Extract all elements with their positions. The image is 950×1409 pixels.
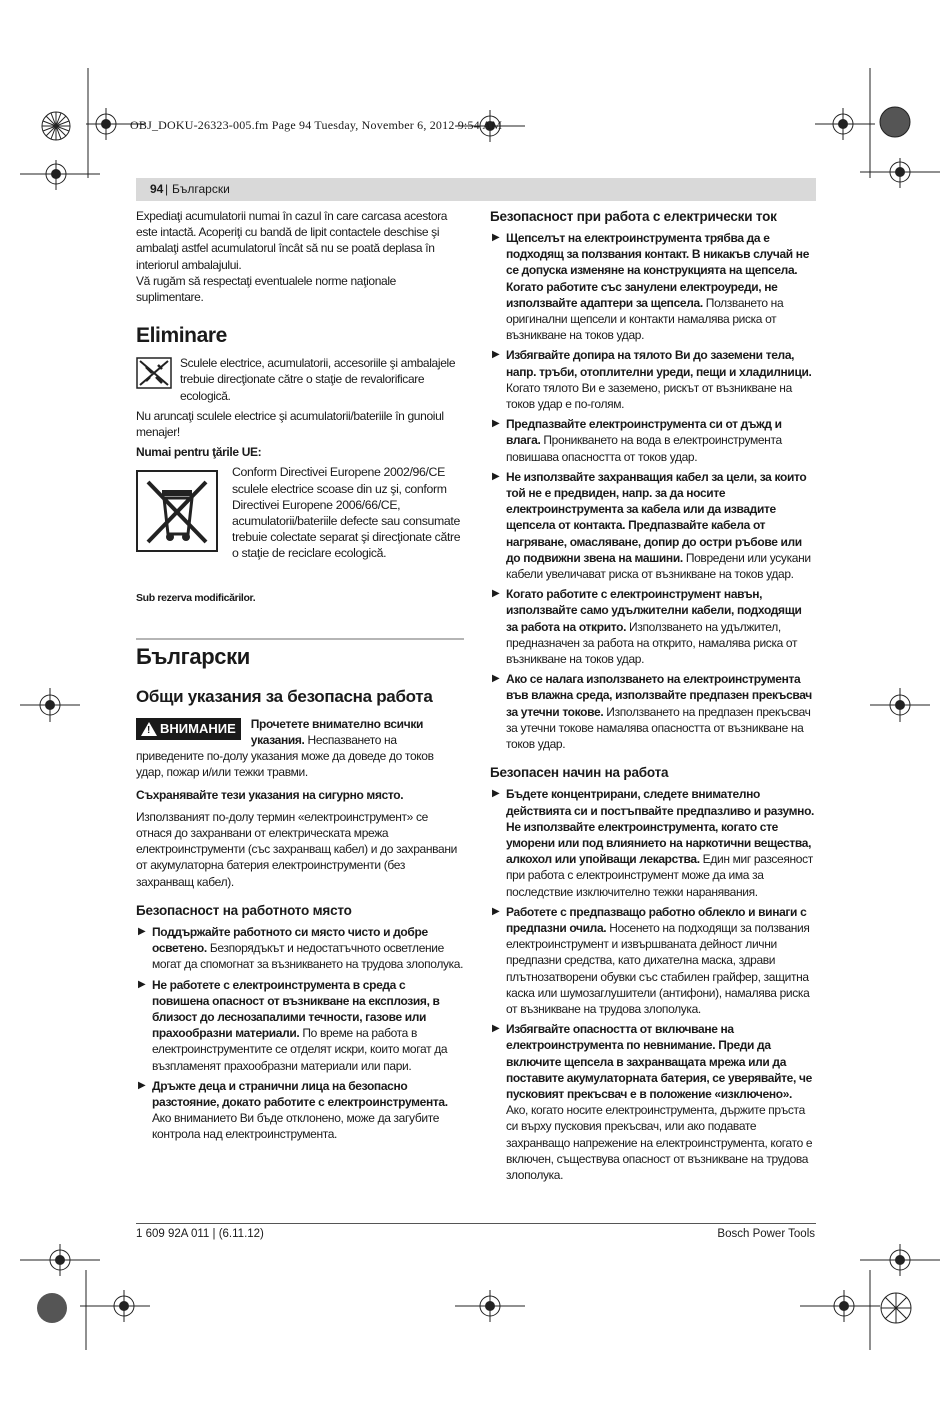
registration-mark-bottom-left-icon xyxy=(36,1290,76,1330)
header-separator: | xyxy=(165,182,169,196)
keep-instructions-note: Съхранявайте тези указания на сигурно място. xyxy=(136,787,404,802)
bullet-triangle-icon: ▶ xyxy=(138,925,146,937)
item-text: Един миг разсеяност при работа с електроинструмент може да има за последствие изключително тежки наранявания. xyxy=(506,852,813,899)
item-bold: Не използвайте захранващия кабел за цели, за които той не е предвиден, напр. за да носите електроинструмента за кабела или да извадите щепсела от контакта. Предпазвайте кабела от нагряване, омасляване, допир до остри ръбове или до подвижни звена на машини. xyxy=(506,469,807,565)
list-item xyxy=(136,977,464,1074)
electrical-safety-heading: Безопасност при работа с електрически ток xyxy=(490,209,777,224)
bullet-triangle-icon: ▶ xyxy=(492,418,500,430)
warning-badge xyxy=(136,718,241,740)
workplace-list xyxy=(136,924,464,1143)
bullet-triangle-icon: ▶ xyxy=(138,978,146,990)
footer-brand: Bosch Power Tools xyxy=(717,1228,815,1240)
electrical-list xyxy=(490,230,816,752)
list-item xyxy=(490,1021,816,1183)
workplace-heading: Безопасност на работното място xyxy=(136,902,352,918)
ue-row xyxy=(136,464,464,561)
item-text: Използването на удължител, предназначен за работа на открито, намалява риска от възникване на токов удар. xyxy=(506,619,798,667)
registration-mark-bottom-right-icon xyxy=(876,1290,916,1330)
warning-badge-label: ВНИМАНИЕ xyxy=(160,720,236,736)
bullet-triangle-icon: ▶ xyxy=(492,349,500,361)
item-text: Проникването на вода в електроинструмента повишава опасността от токов удар. xyxy=(506,433,782,464)
item-text: Безпорядъкът и недостатъчното осветление могат да спомогнат за възникването на трудова злополука. xyxy=(152,941,464,972)
item-bold: Не работете с електроинструмента в среда с повишена опасност от възникване на експлозия, в близост до леснозапалими течности, газове или прахообразни материали. xyxy=(152,977,440,1041)
file-slug-line: OBJ_DOKU-26323-005.fm Page 94 Tuesday, November 6, 2012 9:54 AM xyxy=(130,118,503,132)
eliminare-paragraph-1: Sculele electrice, acumulatorii, accesoriile şi ambalajele trebuie direcţionate către o staţie de revalorificare ecologică. xyxy=(180,356,456,403)
bullet-triangle-icon: ▶ xyxy=(492,788,500,800)
warning-text: Неспазването на приведените по-долу указания може да доведе до токов удар, пожар и/или тежки травми. xyxy=(136,733,434,780)
item-bold: Работете с предпазващо работно облекло и винаги с предпазни очила. xyxy=(506,904,807,935)
item-bold: Бъдете концентрирани, следете внимателно действията си и постъпвайте предпазливо и разумно. Не използвайте електроинструмента, когато сте уморени или под влиянието на наркотични вещества, алкохол или упойващи лекарства. xyxy=(506,787,815,867)
term-paragraph: Използваният по-долу термин «електроинструмент» се отнася до захранвани от електрическата мрежа електроинструменти (със захранващ кабел) и до захранвани от акумулаторна батерия електроинструменти (без захранващ кабел). xyxy=(136,809,457,889)
bullet-triangle-icon: ▶ xyxy=(492,1023,500,1035)
list-item xyxy=(490,416,816,465)
item-text: Ако, когато носите електроинструмента, държите пръста си върху пусковия прекъсвач, или ако подавате захранващо напрежение на електроинструмента, когато е включен, съществува опасност от възникване на трудова злополука. xyxy=(506,1103,813,1182)
page-number: 94 xyxy=(150,182,164,196)
page-header-bar xyxy=(136,178,816,201)
list-item xyxy=(490,671,816,752)
safe-work-heading: Безопасен начин на работа xyxy=(490,765,669,781)
footer-rule xyxy=(136,1223,816,1224)
crossed-tools-disposal-icon xyxy=(136,357,172,389)
crosshair-bottom-right-icon xyxy=(800,1240,940,1350)
list-item xyxy=(136,924,464,973)
item-bold: Избягвайте опасността от включване на електроинструмента по невнимание. Преди да включите щепсела в захранващата мрежа или да поставите акумулаторната батерия, се уверявайте, че пусковият прекъсвач е в положение «изключено». xyxy=(506,1022,812,1101)
item-text: По време на работа в електроинструментите се отделят искри, които могат да възпламенят прахообразни материали или пари. xyxy=(152,1026,448,1073)
bullet-triangle-icon: ▶ xyxy=(138,1079,146,1091)
list-item xyxy=(490,786,816,899)
list-item xyxy=(490,347,816,412)
list-item xyxy=(490,230,816,343)
list-item xyxy=(490,904,816,1017)
item-bold: Ако се налага използването на електроинструмента във влажна среда, използвайте предпазен прекъсвач за утечни токове. xyxy=(506,672,812,719)
general-safety-heading: Общи указания за безопасна работа xyxy=(136,686,433,706)
crosshair-left-middle-icon xyxy=(20,686,80,726)
intro-paragraph-1: Expediaţi acumulatorii numai în cazul în care carcasa acestora este intactă. Acoperiţi cu bandă de lipit contactele deschise şi ambalaţi astfel acumulatorul încât să nu se poată deplasa în interiorul ambalajului. xyxy=(136,209,448,272)
item-bold: Предпазвайте електроинструмента си от дъжд и влага. xyxy=(506,417,782,448)
item-text: Ползването на оригинални щепсели и контакти намалява риска от възникване на токов удар. xyxy=(506,295,784,343)
eliminare-heading: Eliminare xyxy=(136,324,227,348)
item-bold: Избягвайте допира на тялото Ви до заземени тела, напр. тръби, отоплителни уреди, пещи и хладилници. xyxy=(506,348,812,379)
crosshair-top-left-2-icon xyxy=(20,160,100,200)
crossed-wheelie-bin-icon xyxy=(136,470,218,552)
registration-mark-top-left-icon xyxy=(30,100,82,152)
item-bold: Щепселът на електроинструмента трябва да е подходящ за ползвания контакт. В никакъв случай не се допуска изменяне на конструкцията на щепсела. Когато работите със занулени електроуреди, не използвайте адаптери за щепсела. xyxy=(506,231,810,310)
registration-mark-top-right-icon xyxy=(877,100,917,144)
item-bold: Поддържайте работното си място чисто и добре осветено. xyxy=(152,924,428,956)
item-text: Повредени или усукани кабели увеличават риска от възникване на токов удар. xyxy=(506,550,811,582)
left-column xyxy=(136,208,464,1147)
crosshair-right-upper-icon xyxy=(860,158,940,194)
warning-bold: Прочетете внимателно всички указания. xyxy=(250,716,424,748)
item-bold: Дръжте деца и странични лица на безопасно разстояние, докато работите с електроинструмента. xyxy=(152,1078,448,1109)
bullet-triangle-icon: ▶ xyxy=(492,673,500,685)
crosshair-right-middle-icon xyxy=(870,686,930,726)
item-text: Ако вниманието Ви бъде отклонено, може да загубите контрола над електроинструмента. xyxy=(152,1111,440,1142)
item-bold: Когато работите с електроинструмент навън, използвайте само удължителни кабели, подходящи за работа на открито. xyxy=(506,587,802,634)
bullet-triangle-icon: ▶ xyxy=(492,470,500,482)
footer-doc-number: 1 609 92A 011 | (6.11.12) xyxy=(136,1228,264,1240)
bullet-triangle-icon: ▶ xyxy=(492,905,500,917)
ue-text: Conform Directivei Europene 2002/96/CE sculele electrice scoase din uz şi, conform Directivei Europene 2006/66/CE, acumulatorii/bateriile defecte sau consumate trebuie colectate separat şi direcţionate către o staţie de reciclare ecologică. xyxy=(232,465,461,561)
right-column xyxy=(490,208,816,1187)
warning-triangle-icon: ! xyxy=(141,722,157,736)
list-item xyxy=(136,1078,464,1143)
bulgarian-heading: Български xyxy=(136,643,250,669)
header-language: Български xyxy=(172,182,230,196)
eliminare-row xyxy=(136,355,464,404)
intro-paragraph-2: Vă rugăm să respectaţi eventualele norme naţionale suplimentare. xyxy=(136,273,397,305)
item-text: Когато тялото Ви е заземено, рискът от възникване на токов удар е по-голям. xyxy=(506,380,792,412)
ue-label: Numai pentru ţările UE: xyxy=(136,445,262,460)
bullet-triangle-icon: ▶ xyxy=(492,232,500,243)
list-item xyxy=(490,586,816,667)
item-text: Носенето на подходящи за ползвания електроинструмент и извършваната дейност лични предпазни средства, като дихателна маска, здрави плътнозатворени обувки със стабилен грайфер, защитна каска или шумозаглушители (антифони), намалява риска от възникване на трудова злополука. xyxy=(506,920,810,1016)
bullet-triangle-icon: ▶ xyxy=(492,588,500,600)
list-item xyxy=(490,469,816,582)
safe-work-list xyxy=(490,786,816,1183)
eliminare-paragraph-2: Nu aruncaţi sculele electrice şi acumulatorii/bateriile în gunoiul menajer! xyxy=(136,408,444,440)
crosshair-bottom-center-icon xyxy=(455,1290,525,1340)
warning-block xyxy=(136,716,464,781)
item-text: Използването на предпазен прекъсвач за утечни токове намалява опасността от възникване на токов удар. xyxy=(506,704,811,752)
sub-rezerva-note: Sub rezerva modificărilor. xyxy=(136,591,256,604)
